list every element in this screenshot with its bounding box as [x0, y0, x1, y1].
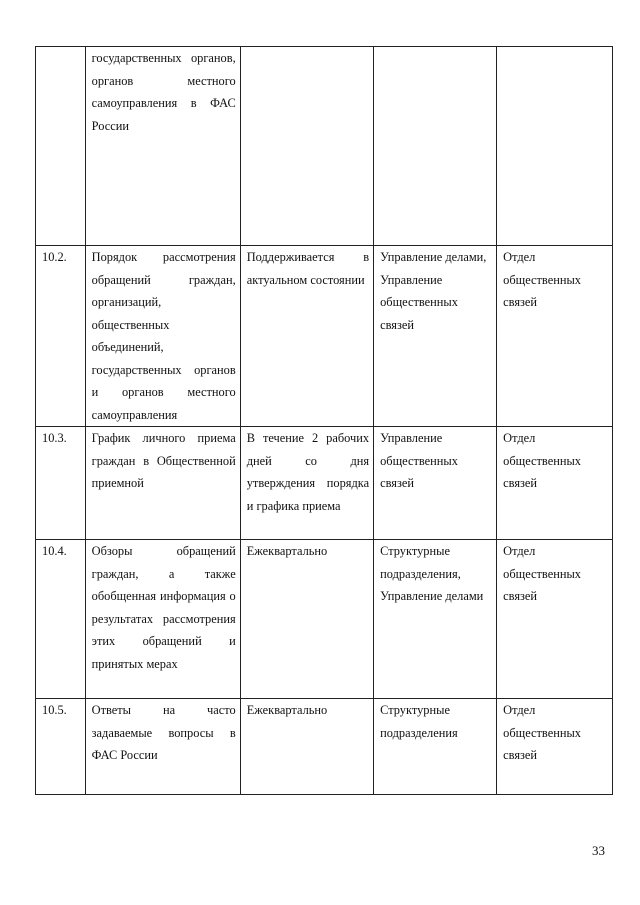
- deadline-cell: В течение 2 рабочих дней со дня утверждения порядка и графика приема: [240, 427, 373, 540]
- measure-cell: Обзоры обращений граждан, а также обобщенная информация о результатах рассмотрения этих обращений и принятых мерах: [85, 540, 240, 699]
- row-number-cell: [36, 47, 86, 246]
- measure-cell: Порядок рассмотрения обращений граждан, организаций, общественных объединений, государственных органов и органов местного самоуправления: [85, 246, 240, 427]
- measure-cell: государственных органов, органов местного самоуправления в ФАС России: [85, 47, 240, 246]
- deadline-cell: [240, 47, 373, 246]
- row-number-cell: 10.4.: [36, 540, 86, 699]
- document-table-wrapper: [35, 46, 613, 795]
- measure-cell: Ответы на часто задаваемые вопросы в ФАС России: [85, 699, 240, 795]
- executor-cell: [497, 47, 613, 246]
- table-row: [36, 540, 613, 699]
- table-row: [36, 246, 613, 427]
- deadline-cell: Поддерживается в актуальном состоянии: [240, 246, 373, 427]
- responsible-cell: Структурные подразделения, Управление делами: [374, 540, 497, 699]
- measures-table: [35, 46, 613, 795]
- row-number-cell: 10.3.: [36, 427, 86, 540]
- page-number: 33: [592, 843, 605, 858]
- executor-cell: Отдел общественных связей: [497, 699, 613, 795]
- deadline-cell: Ежеквартально: [240, 540, 373, 699]
- responsible-cell: Управление общественных связей: [374, 427, 497, 540]
- table-row: [36, 427, 613, 540]
- responsible-cell: Управление делами, Управление общественных связей: [374, 246, 497, 427]
- table-row: [36, 699, 613, 795]
- executor-cell: Отдел общественных связей: [497, 427, 613, 540]
- executor-cell: Отдел общественных связей: [497, 246, 613, 427]
- row-number-cell: 10.5.: [36, 699, 86, 795]
- deadline-cell: Ежеквартально: [240, 699, 373, 795]
- responsible-cell: [374, 47, 497, 246]
- responsible-cell: Структурные подразделения: [374, 699, 497, 795]
- measure-cell: График личного приема граждан в Общественной приемной: [85, 427, 240, 540]
- table-row: [36, 47, 613, 246]
- executor-cell: Отдел общественных связей: [497, 540, 613, 699]
- row-number-cell: 10.2.: [36, 246, 86, 427]
